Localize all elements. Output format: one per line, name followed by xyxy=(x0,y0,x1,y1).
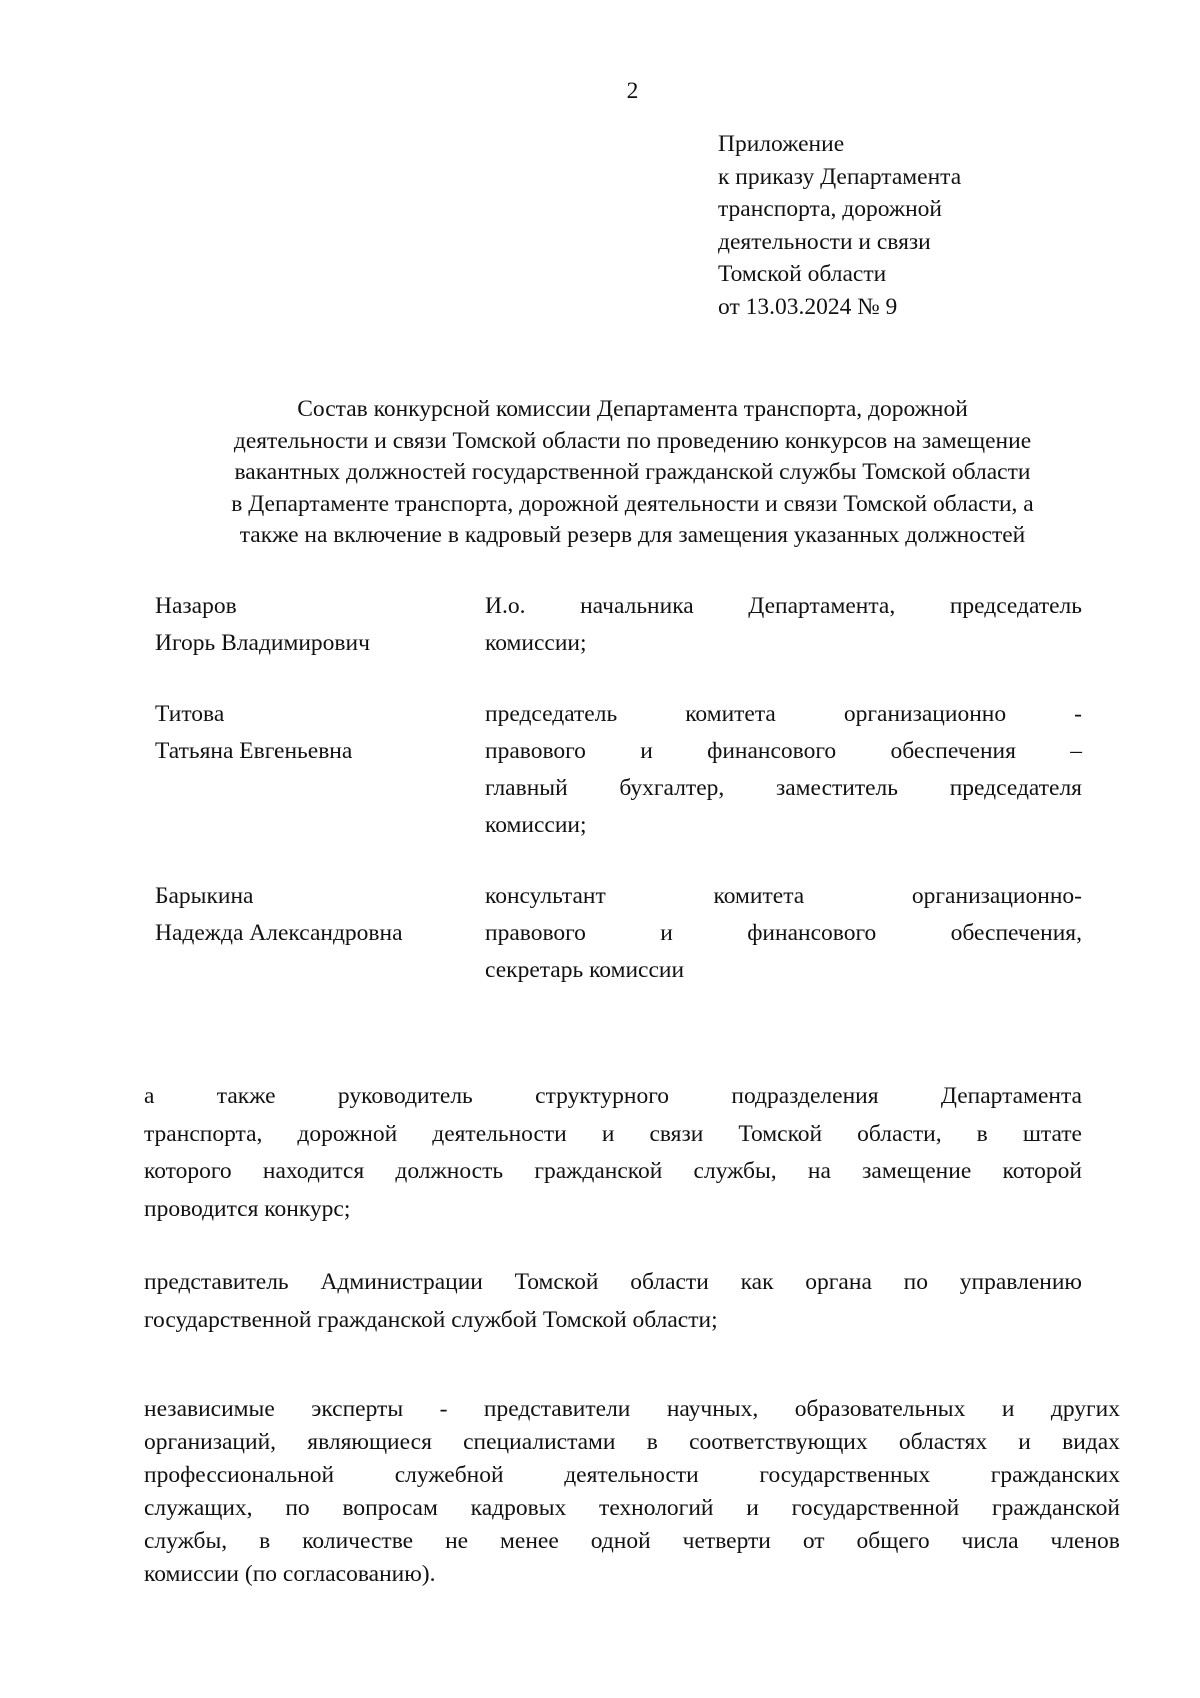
member-name xyxy=(155,878,485,989)
word: и xyxy=(660,920,673,946)
word: комитета xyxy=(713,883,805,909)
appendix-line: Приложение xyxy=(718,131,845,157)
text-line xyxy=(485,696,1082,733)
word: в xyxy=(259,1528,271,1554)
word: количестве xyxy=(302,1528,414,1554)
word: консультант xyxy=(485,883,606,909)
member-name xyxy=(155,588,485,662)
word: дорожной xyxy=(297,1120,398,1147)
word: представитель xyxy=(144,1269,289,1295)
text-line xyxy=(485,878,1082,915)
word: общего xyxy=(856,1528,930,1554)
word: в xyxy=(646,1429,658,1455)
text-line xyxy=(144,1525,1120,1558)
word: а xyxy=(144,1083,155,1109)
word: организаций, xyxy=(144,1429,277,1455)
word: комиссии (по согласованию). xyxy=(144,1561,436,1587)
member-given-names: Надежда Александровна xyxy=(155,920,403,946)
word: не xyxy=(445,1528,469,1554)
word: вопросам xyxy=(342,1495,438,1521)
word: менее xyxy=(500,1528,559,1554)
document-title xyxy=(140,394,1125,552)
text-line xyxy=(144,1459,1120,1492)
word: области, xyxy=(857,1120,942,1147)
member-surname: Назаров xyxy=(155,593,237,619)
word: председателя xyxy=(949,775,1082,801)
word: и xyxy=(640,738,653,764)
word: областях xyxy=(898,1429,988,1455)
text-line xyxy=(485,733,1082,770)
word: независимые xyxy=(144,1396,275,1422)
appendix-line: Томской области xyxy=(718,261,887,287)
word: профессиональной xyxy=(144,1462,335,1488)
text-line xyxy=(144,1492,1120,1525)
appendix-line: деятельности и связи xyxy=(718,228,931,255)
member-surname: Титова xyxy=(155,701,225,727)
appendix-line: транспорта, дорожной xyxy=(718,196,943,222)
text-line xyxy=(485,770,1082,807)
clause-independent-experts xyxy=(144,1393,1120,1591)
member-surname: Барыкина xyxy=(155,883,254,909)
word: начальника xyxy=(580,593,694,619)
word: обеспечения, xyxy=(950,920,1082,946)
word: секретарь комиссии xyxy=(485,957,685,983)
appendix-line: от 13.03.2024 № 9 xyxy=(718,293,898,320)
title-line: вакантных должностей государственной гражданской службы Томской области xyxy=(234,459,1031,485)
word: бухгалтер, xyxy=(619,775,725,801)
word: должность xyxy=(395,1158,504,1184)
commission-members-list xyxy=(155,588,1082,1023)
word: служащих, xyxy=(144,1495,253,1521)
member-role xyxy=(485,878,1082,989)
word: организационно- xyxy=(911,883,1082,909)
appendix-header xyxy=(718,128,1158,323)
word: других xyxy=(1050,1396,1120,1422)
word: связи xyxy=(649,1120,704,1147)
clause-structural-head xyxy=(144,1078,1082,1228)
word: одной xyxy=(590,1528,651,1554)
word: и xyxy=(1018,1429,1031,1455)
word: штате xyxy=(1022,1120,1082,1147)
member-row xyxy=(155,588,1082,662)
word: по xyxy=(903,1269,928,1295)
word: государственной гражданской службой Томской области; xyxy=(144,1306,718,1333)
word: и xyxy=(1001,1396,1015,1422)
word: подразделения xyxy=(731,1083,879,1109)
word: по xyxy=(285,1495,310,1521)
word: Томской xyxy=(738,1120,823,1147)
word: замещение xyxy=(862,1158,972,1184)
word: комитета xyxy=(685,701,776,727)
word: государственных xyxy=(759,1462,931,1488)
word: службы, xyxy=(144,1528,228,1554)
word: заместитель xyxy=(775,775,898,801)
word: структурного xyxy=(535,1083,670,1109)
word: председатель xyxy=(949,593,1082,619)
word: видах xyxy=(1062,1429,1120,1455)
word: которого xyxy=(144,1158,232,1184)
text-line xyxy=(144,1116,1082,1154)
text-line xyxy=(485,625,1082,662)
appendix-line: к приказу Департамента xyxy=(718,163,962,190)
title-line: деятельности и связи Томской области по проведению конкурсов на замещение xyxy=(233,427,1032,454)
title-line: Состав конкурсной комиссии Департамента транспорта, дорожной xyxy=(297,396,968,422)
word: государственной xyxy=(791,1495,960,1521)
text-line xyxy=(485,588,1082,625)
word: соответствующих xyxy=(689,1429,868,1455)
word: гражданской xyxy=(991,1495,1120,1521)
word: Томской xyxy=(514,1269,599,1295)
word: членов xyxy=(1050,1528,1120,1554)
word: в xyxy=(976,1120,988,1147)
word: обеспечения xyxy=(890,738,1016,764)
word: И.о. xyxy=(485,593,526,619)
word: эксперты xyxy=(311,1396,404,1422)
text-line xyxy=(144,1558,1120,1591)
text-line xyxy=(485,952,1082,989)
word: области xyxy=(630,1269,709,1295)
word: организационно xyxy=(843,701,1007,727)
word: комиссии; xyxy=(485,812,587,838)
word: от xyxy=(802,1528,825,1554)
word: деятельности xyxy=(432,1120,567,1147)
word: – xyxy=(1070,738,1082,764)
word: специалистами xyxy=(463,1429,616,1455)
member-role xyxy=(485,696,1082,844)
word: правового xyxy=(485,738,586,764)
word: и xyxy=(601,1120,615,1147)
word: проводится конкурс; xyxy=(144,1195,351,1222)
text-line xyxy=(144,1078,1082,1116)
word: находится xyxy=(262,1158,365,1184)
text-line xyxy=(485,915,1082,952)
word: как xyxy=(740,1269,774,1295)
text-line xyxy=(144,1302,1082,1340)
word: образовательных xyxy=(794,1396,966,1422)
word: гражданской xyxy=(534,1158,663,1184)
word: - xyxy=(1074,701,1082,727)
member-name xyxy=(155,696,485,844)
word: органа xyxy=(805,1269,872,1295)
text-line xyxy=(144,1191,1082,1229)
word: комиссии; xyxy=(485,630,587,656)
page-number: 2 xyxy=(626,78,639,104)
word: управлению xyxy=(959,1269,1082,1295)
word: Департамента, xyxy=(748,593,896,619)
word: председатель xyxy=(485,701,618,727)
word: службы, xyxy=(693,1158,777,1184)
word: финансового xyxy=(707,738,837,764)
word: правового xyxy=(485,920,586,946)
word: гражданских xyxy=(990,1462,1120,1488)
word: также xyxy=(216,1083,276,1109)
text-line xyxy=(485,807,1082,844)
word: руководитель xyxy=(337,1083,473,1109)
word: на xyxy=(807,1158,831,1184)
member-role xyxy=(485,588,1082,662)
title-line: в Департаменте транспорта, дорожной деятельности и связи Томской области, а xyxy=(231,490,1034,517)
word: кадровых xyxy=(470,1495,567,1521)
member-row xyxy=(155,696,1082,844)
word: числа xyxy=(961,1528,1019,1554)
word: являющиеся xyxy=(307,1429,432,1455)
member-given-names: Татьяна Евгеньевна xyxy=(155,738,353,764)
word: служебной xyxy=(394,1462,504,1488)
title-line: также на включение в кадровый резерв для замещения указанных должностей xyxy=(239,522,1026,548)
word: деятельности xyxy=(564,1462,699,1488)
word: финансового xyxy=(747,920,877,946)
word: Департамента xyxy=(940,1083,1082,1109)
word: представители xyxy=(483,1396,631,1422)
word: четверти xyxy=(682,1528,771,1554)
text-line xyxy=(144,1426,1120,1459)
word: Администрации xyxy=(320,1269,483,1295)
member-row xyxy=(155,878,1082,989)
member-given-names: Игорь Владимирович xyxy=(155,630,370,656)
word: технологий xyxy=(599,1495,714,1521)
text-line xyxy=(144,1264,1082,1302)
word: главный xyxy=(485,775,568,801)
text-line xyxy=(144,1153,1082,1191)
word: и xyxy=(746,1495,759,1521)
text-line xyxy=(144,1393,1120,1426)
word: которой xyxy=(1002,1158,1082,1184)
word: транспорта, xyxy=(144,1120,263,1147)
word: научных, xyxy=(666,1396,759,1422)
clause-administration-representative xyxy=(144,1264,1082,1339)
word: - xyxy=(439,1396,448,1422)
